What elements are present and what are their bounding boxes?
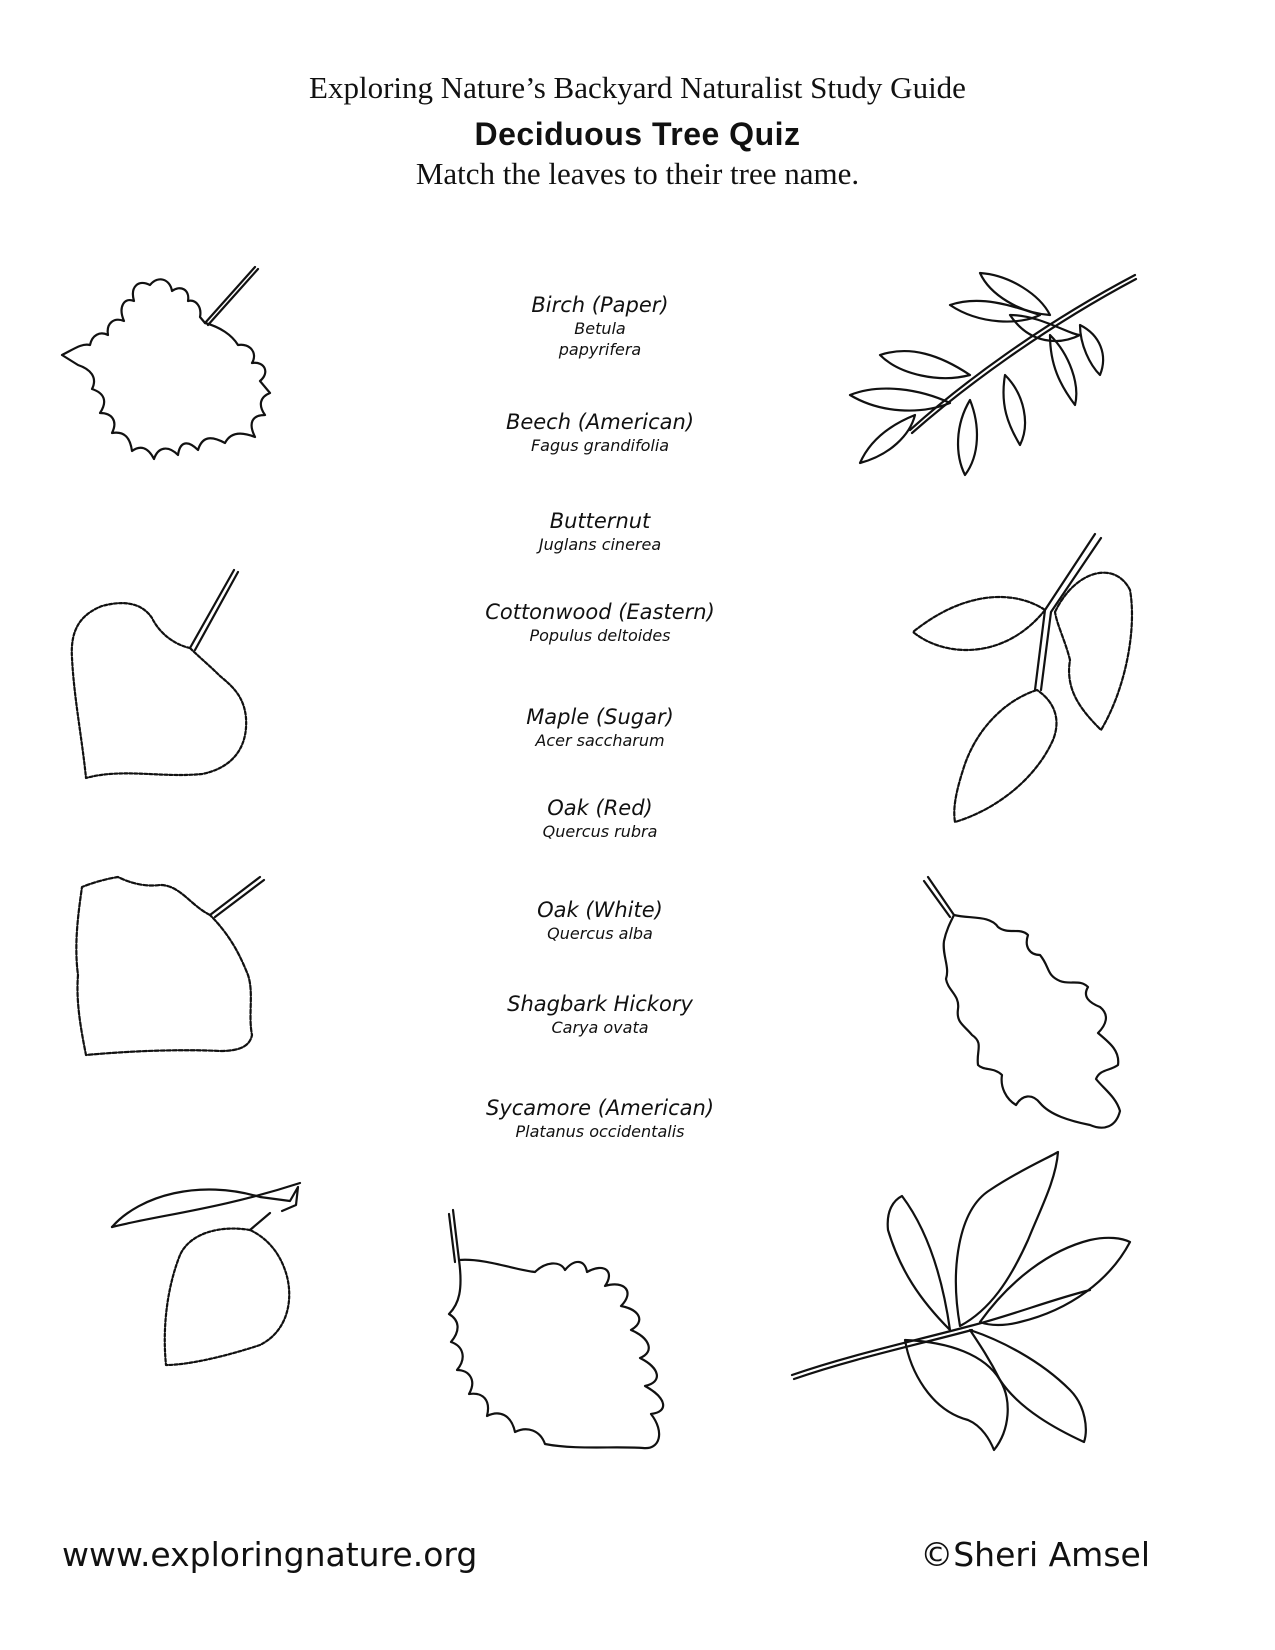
tree-common-name: Oak (Red) xyxy=(547,796,653,820)
round-lobe-leaf-icon xyxy=(920,875,1135,1135)
tree-name-item xyxy=(400,705,800,751)
tree-latin-name: papyrifera xyxy=(558,340,642,359)
guide-title: Exploring Nature’s Backyard Naturalist Study Guide xyxy=(309,70,966,105)
tree-name-item xyxy=(400,898,800,944)
lobed-leaf-icon xyxy=(60,265,290,470)
five-leaflet-icon xyxy=(790,1150,1135,1455)
triangular-leaf-icon xyxy=(70,875,265,1060)
three-leaflet-icon xyxy=(905,530,1140,825)
tree-latin-name: Juglans cinerea xyxy=(538,535,662,554)
copyright-notice: ©Sheri Amsel xyxy=(920,1535,1150,1574)
tree-common-name: Beech (American) xyxy=(505,410,695,434)
pointed-lobe-leaf-icon xyxy=(445,1200,685,1460)
tree-latin-name: Quercus alba xyxy=(547,924,653,943)
tree-latin-name: Acer saccharum xyxy=(535,731,665,750)
tree-common-name: Birch (Paper) xyxy=(531,293,669,317)
tree-common-name: Shagbark Hickory xyxy=(507,992,693,1016)
quiz-title: Deciduous Tree Quiz xyxy=(474,116,801,152)
tree-name-item xyxy=(400,509,800,555)
tree-name-item xyxy=(400,796,800,842)
tree-latin-name: Quercus rubra xyxy=(542,822,658,841)
tree-latin-name: Betula xyxy=(574,319,626,338)
website-url: www.exploringnature.org xyxy=(62,1535,478,1574)
tree-latin-name: Carya ovata xyxy=(551,1018,649,1037)
tree-name-item xyxy=(400,1096,800,1142)
tree-common-name: Maple (Sugar) xyxy=(526,705,674,729)
tree-common-name: Oak (White) xyxy=(537,898,663,922)
instruction: Match the leaves to their tree name. xyxy=(415,156,860,191)
tree-latin-name: Platanus occidentalis xyxy=(515,1122,685,1141)
tree-name-item xyxy=(400,293,800,360)
heart-leaf-icon xyxy=(62,568,252,783)
tree-common-name: Sycamore (American) xyxy=(485,1096,715,1120)
tree-name-item xyxy=(400,410,800,456)
tree-latin-name: Populus deltoides xyxy=(529,626,671,645)
tree-common-name: Cottonwood (Eastern) xyxy=(485,600,715,624)
tree-name-item xyxy=(400,600,800,646)
tree-latin-name: Fagus grandifolia xyxy=(530,436,670,455)
tree-name-item xyxy=(400,992,800,1038)
birch-twig-icon xyxy=(110,1175,310,1370)
tree-common-name: Butternut xyxy=(549,509,651,533)
compound-pinnate-leaf-icon xyxy=(840,265,1140,485)
